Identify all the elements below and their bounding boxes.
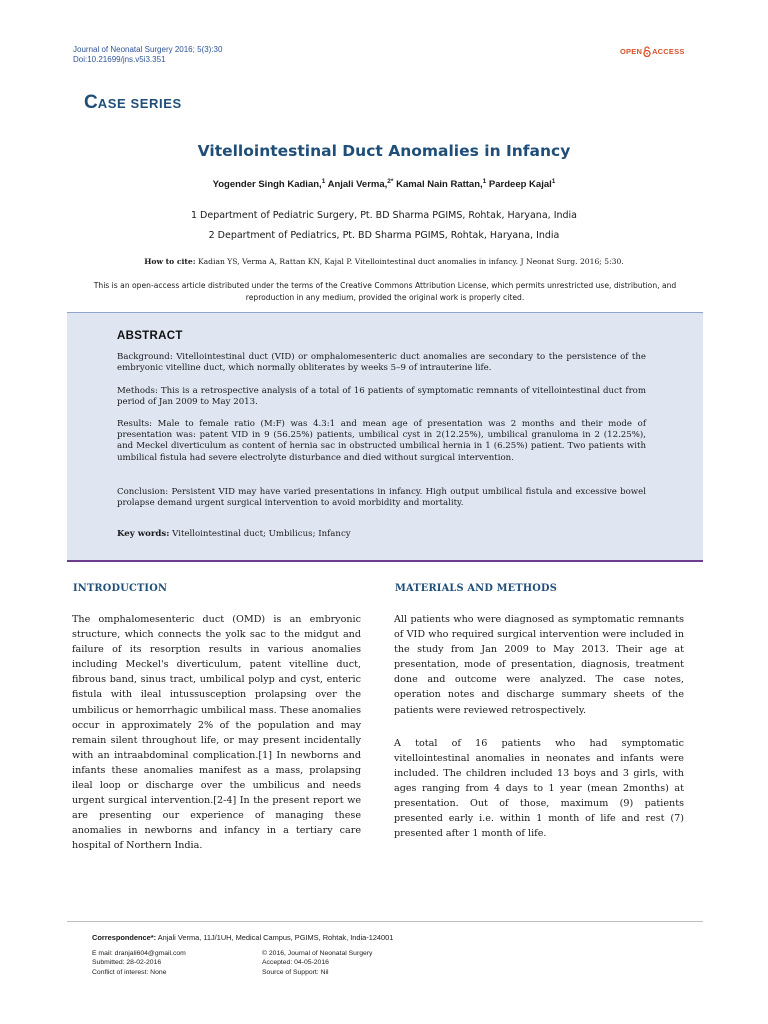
- methods-body: [394, 612, 684, 841]
- conflict-of-interest: Conflict of interest: None: [92, 968, 167, 976]
- abstract-background: Background: Vitellointestinal duct (VID) or omphalomesenteric duct anomalies are secondary to the persistence of the embryonic vitelline duct, which normally obliterates by weeks 5–9 of intrauterine life.: [117, 352, 646, 374]
- open-access-left: OPEN: [620, 47, 643, 56]
- article-type-rest: ASE SERIES: [97, 96, 182, 111]
- introduction-heading: INTRODUCTION: [73, 583, 168, 594]
- affiliation-2: 2 Department of Pediatrics, Pt. BD Sharma PGIMS, Rohtak, Haryana, India: [208, 230, 560, 241]
- author-affiliation-mark: 2*: [387, 178, 394, 185]
- author-email[interactable]: E mail: dranjali604@gmail.com: [92, 950, 186, 957]
- affiliation-1: 1 Department of Pediatric Surgery, Pt. BD Sharma PGIMS, Rohtak, Haryana, India: [190, 210, 578, 221]
- correspondence-label: Correspondence*:: [92, 933, 157, 942]
- journal-citation: Journal of Neonatal Surgery 2016; 5(3):30: [73, 45, 223, 54]
- methods-paragraph-1: All patients who were diagnosed as symptomatic remnants of VID who required surgical intervention were included in the study from Jan 2009 to May 2013. Their age at presentation, mode of presentation, diagnosis, treatment done and outcome were analyzed. The case notes, operation notes and discharge summary sheets of the patients were reviewed retrospectively.: [394, 614, 684, 716]
- footer-left: [92, 949, 186, 977]
- introduction-paragraph: The omphalomesenteric duct (OMD) is an embryonic structure, which connects the yolk sac to the midgut and failure of its resorption results in various anomalies including Meckel's diverticulum, patent vitelline duct, fibrous band, sinus tract, umbilical polyp and cyst, enteric fistula with ileal intussusception prolapsing over the umbilicus or hemorrhagic umbilical mass. These anomalies occur in approximately 2% of the population and may remain silent throughout life, or may present incidentally with an intraabdominal complication.[1] In newborns and infants these anomalies manifest as a mass, prolapsing ileal loop or discharge over the umbilicus and needs urgent surgical intervention.[2-4] In the present report we are presenting our experience of managing these anomalies in newborns and infancy in a tertiary care hospital of Northern India.: [72, 614, 361, 852]
- author-name: Yogender Singh Kadian,: [212, 179, 322, 191]
- abstract-conclusion: Conclusion: Persistent VID may have varied presentations in infancy. High output umbilical fistula and excessive bowel prolapse demand urgent surgical intervention to avoid morbidity and mortality.: [117, 487, 646, 509]
- author-list: [0, 178, 768, 190]
- how-to-cite: [0, 257, 768, 266]
- doi-link[interactable]: Doi:10.21699/jns.v5i3.351: [73, 55, 166, 64]
- correspondence: [92, 933, 393, 942]
- open-access-right: ACCESS: [652, 47, 685, 56]
- author-affiliation-mark: 1: [482, 178, 487, 185]
- footer-right: [262, 949, 372, 977]
- abstract-results: Results: Male to female ratio (M:F) was 4.3:1 and mean age of presentation was 2 months and their mode of presentation was: patent VID in 9 (56.25%) patients, umbilical cyst in 2(12.25%), umbilical granuloma in 2 (12.25%), and Meckel diverticulum as content of hernia sac in obstructed umbilical hernia in 1 (6.25%) patient. Two patients with umbilical fistula had severe electrolyte disturbance and died without surgical intervention.: [117, 419, 646, 463]
- keywords-label: Key words:: [117, 529, 170, 539]
- author-affiliation-mark: 1: [551, 178, 556, 185]
- methods-heading: MATERIALS AND METHODS: [395, 583, 557, 594]
- article-type: [84, 92, 182, 114]
- author-affiliation-mark: 1: [321, 178, 326, 185]
- open-lock-icon: [643, 46, 651, 57]
- author-name: Kamal Nain Rattan,: [393, 179, 483, 191]
- article-type-initial: C: [84, 92, 98, 113]
- submitted-date: Submitted: 28-02-2016: [92, 959, 162, 967]
- correspondence-text: Anjali Verma, 11J/1UH, Medical Campus, PGIMS, Rohtak, India-124001: [156, 933, 394, 942]
- article-title: Vitellointestinal Duct Anomalies in Infancy: [197, 142, 571, 160]
- open-access-logo: [620, 46, 685, 57]
- abstract-keywords: [117, 529, 351, 539]
- keywords-text: Vitellointestinal duct; Umbilicus; Infancy: [169, 529, 351, 539]
- source-of-support: Source of Support: Nil: [262, 968, 329, 976]
- abstract-methods: Methods: This is a retrospective analysis of a total of 16 patients of symptomatic remnants of vitellointestinal duct from period of Jan 2009 to May 2013.: [117, 386, 646, 408]
- cite-label: How to cite:: [144, 257, 196, 266]
- copyright: © 2016, Journal of Neonatal Surgery: [262, 950, 373, 957]
- author-name: Anjali Verma,: [325, 179, 388, 191]
- methods-paragraph-2: A total of 16 patients who had symptomatic vitellointestinal anomalies in neonates and infants were included. The children included 13 boys and 3 girls, with ages ranging from 4 days to 1 year (mean 2months) at presentation. Out of those, maximum (9) patients presented early i.e. within 1 month of life and rest (7) presented after 1 month of life.: [394, 737, 684, 840]
- footer-divider: [67, 921, 703, 922]
- author-name: Pardeep Kajal: [486, 179, 552, 191]
- accepted-date: Accepted: 04-05-2016: [262, 959, 329, 967]
- license-statement: This is an open-access article distributed under the terms of the Creative Commons Attribution License, which permits unrestricted use, distribution, and reproduction in any medium, provided the original work is properly cited.: [93, 281, 677, 302]
- abstract-heading: ABSTRACT: [117, 330, 183, 342]
- journal-header: [73, 45, 222, 65]
- cite-text: Kadian YS, Verma A, Rattan KN, Kajal P. Vitellointestinal duct anomalies in infancy. J Neonat Surg. 2016; 5:30.: [195, 257, 624, 266]
- introduction-body: [72, 612, 361, 854]
